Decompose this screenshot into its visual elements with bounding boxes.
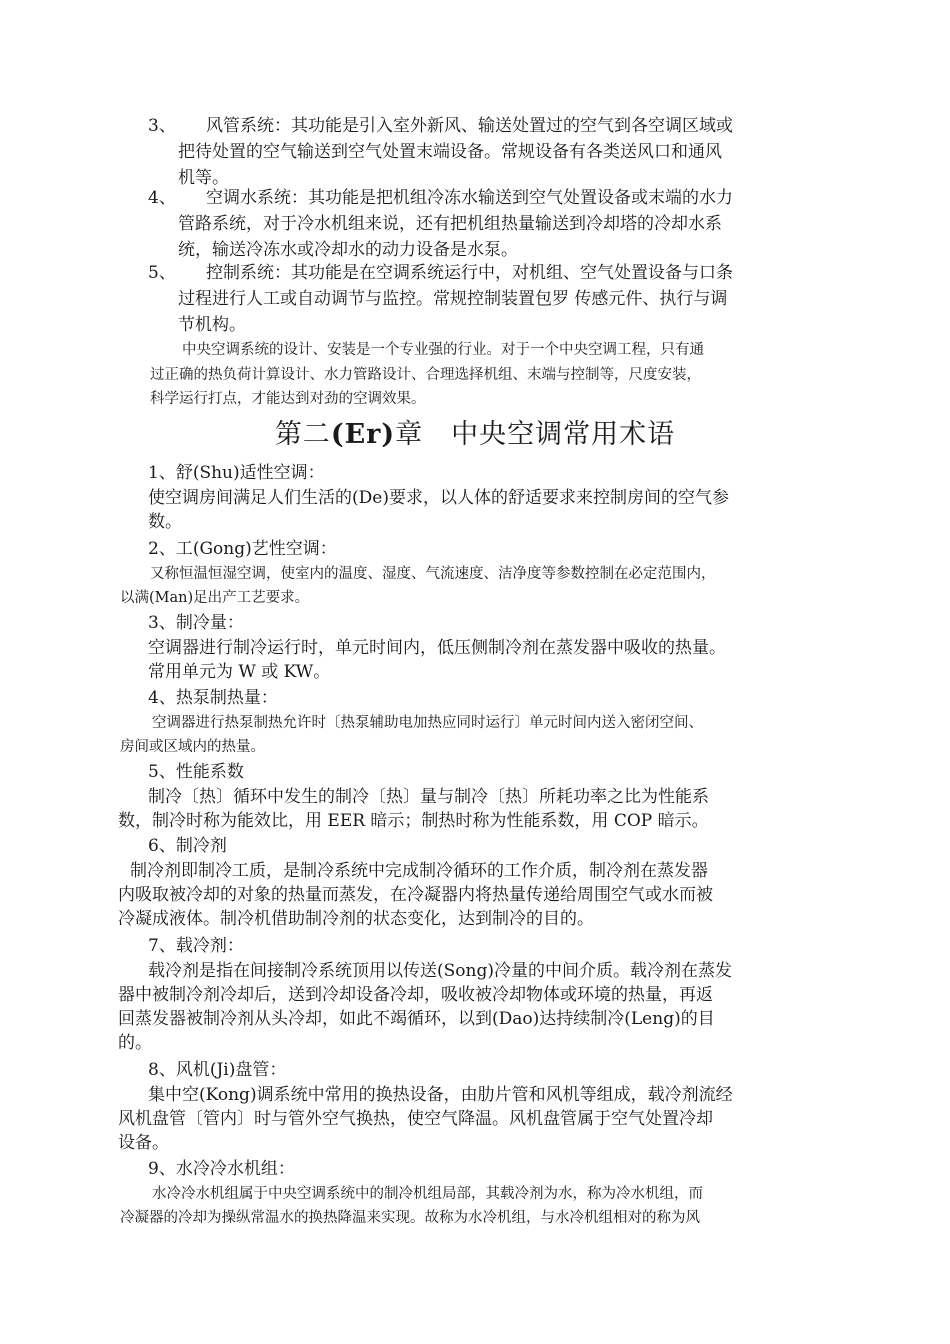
term-heading: 4、热泵制热量：	[148, 688, 278, 708]
item-line: 统，输送冷冻水或冷却水的动力设备是水泵。	[178, 240, 518, 260]
item-number: 3、	[148, 116, 176, 136]
term-definition	[118, 785, 709, 833]
term-heading: 8、风机(Ji)盘管：	[148, 1060, 287, 1080]
chapter-bold: (Er)	[330, 419, 396, 450]
paragraph-line: 过正确的热负荷计算设计、水力管路设计、合理选择机组、末端与控制等，尺度安装，	[150, 366, 701, 383]
term-definition	[118, 859, 713, 931]
term-heading: 3、制冷量：	[148, 613, 244, 633]
definition-line: 使空调房间满足人们生活的(De)要求，以人体的舒适要求来控制房间的空气参	[148, 488, 729, 508]
definition-line: 载冷剂是指在间接制冷系统顶用以传送(Song)冷量的中间介质。载冷剂在蒸发	[148, 961, 732, 981]
item-line: 节机构。	[178, 315, 246, 335]
intro-paragraph	[150, 338, 810, 412]
chapter-suffix: 章 中央空调常用术语	[395, 419, 676, 450]
item-number: 4、	[148, 188, 176, 208]
intro-item-4	[148, 185, 808, 263]
item-line: 控制系统：其功能是在空调系统运行中，对机组、空气处置设备与口条	[206, 263, 733, 283]
item-number: 5、	[148, 263, 176, 283]
item-line: 空调水系统：其功能是把机组冷冻水输送到空气处置设备或末端的水力	[206, 188, 733, 208]
definition-line: 空调器进行热泵制热允许时〔热泵辅助电加热应同时运行〕单元时间内送入密闭空间、	[152, 715, 703, 731]
intro-item-5	[148, 260, 808, 338]
item-line: 机等。	[178, 168, 229, 188]
definition-line: 内吸取被冷却的对象的热量而蒸发，在冷凝器内将热量传递给周围空气或水而被	[118, 885, 713, 905]
definition-line: 冷凝成液体。制冷机借助制冷剂的状态变化，达到制冷的目的。	[118, 909, 594, 929]
term-heading: 2、工(Gong)艺性空调：	[148, 539, 337, 559]
term-heading: 1、舒(Shu)适性空调：	[148, 463, 325, 483]
definition-line: 风机盘管〔管内〕时与管外空气换热，使空气降温。风机盘管属于空气处置冷却	[118, 1109, 713, 1129]
chapter-title	[0, 415, 950, 455]
term-definition	[118, 959, 732, 1055]
item-line: 管路系统，对于冷水机组来说，还有把机组热量输送到冷却塔的冷却水系	[178, 214, 722, 234]
definition-line: 设备。	[118, 1133, 169, 1153]
definition-line: 又称恒温恒湿空调，使室内的温度、湿度、气流速度、洁净度等参数控制在必定范围内，	[150, 566, 716, 582]
definition-line: 制冷〔热〕循环中发生的制冷〔热〕量与制冷〔热〕所耗功率之比为性能系	[148, 787, 709, 807]
definition-line: 水冷冷水机组属于中央空调系统中的制冷机组局部，其载冷剂为水，称为冷水机组，而	[152, 1186, 703, 1202]
definition-line: 器中被制冷剂冷却后，送到冷却设备冷却，吸收被冷却物体或环境的热量，再返	[118, 985, 713, 1005]
definition-line: 回蒸发器被制冷剂从头冷却，如此不竭循环，以到(Dao)达持续制冷(Leng)的目	[118, 1009, 715, 1029]
paragraph-line: 中央空调系统的设计、安装是一个专业强的行业。对于一个中央空调工程，只有通	[182, 342, 704, 358]
term-heading: 7、载冷剂：	[148, 936, 244, 956]
term-definition	[148, 486, 729, 534]
item-line: 风管系统：其功能是引入室外新风、输送处置过的空气到各空调区域或	[206, 116, 733, 136]
definition-line: 的。	[118, 1033, 152, 1053]
intro-item-3	[148, 113, 808, 191]
term-definition	[148, 636, 726, 684]
chapter-prefix: 第二	[274, 419, 331, 450]
definition-line: 房间或区域内的热量。	[120, 739, 265, 755]
definition-line: 数。	[148, 512, 182, 532]
definition-line: 常用单元为 W 或 KW。	[148, 662, 331, 682]
item-line: 把待处置的空气输送到空气处置末端设备。常规设备有各类送风口和通风	[178, 142, 722, 162]
item-line: 过程进行人工或自动调节与监控。常规控制装置包罗 传感元件、执行与调	[178, 289, 728, 309]
term-definition	[118, 1083, 733, 1155]
term-heading: 6、制冷剂	[148, 836, 227, 856]
definition-line: 以满(Man)足出产工艺要求。	[120, 590, 310, 606]
definition-line: 数，制冷时称为能效比，用 EER 暗示；制热时称为性能系数，用 COP 暗示。	[118, 811, 709, 831]
term-definition	[120, 711, 703, 759]
definition-line: 制冷剂即制冷工质，是制冷系统中完成制冷循环的工作介质，制冷剂在蒸发器	[130, 861, 708, 881]
term-definition	[120, 562, 716, 610]
definition-line: 冷凝器的冷却为操纵常温水的换热降温来实现。故称为水冷机组，与水冷机组相对的称为风	[120, 1210, 700, 1226]
definition-line: 集中空(Kong)调系统中常用的换热设备，由肋片管和风机等组成，载冷剂流经	[148, 1085, 733, 1105]
term-definition	[120, 1182, 703, 1230]
term-heading: 9、水冷冷水机组：	[148, 1159, 295, 1179]
term-heading: 5、性能系数	[148, 762, 244, 782]
definition-line: 空调器进行制冷运行时，单元时间内，低压侧制冷剂在蒸发器中吸收的热量。	[148, 638, 726, 658]
paragraph-line: 科学运行打点，才能达到对劲的空调效果。	[150, 391, 426, 407]
